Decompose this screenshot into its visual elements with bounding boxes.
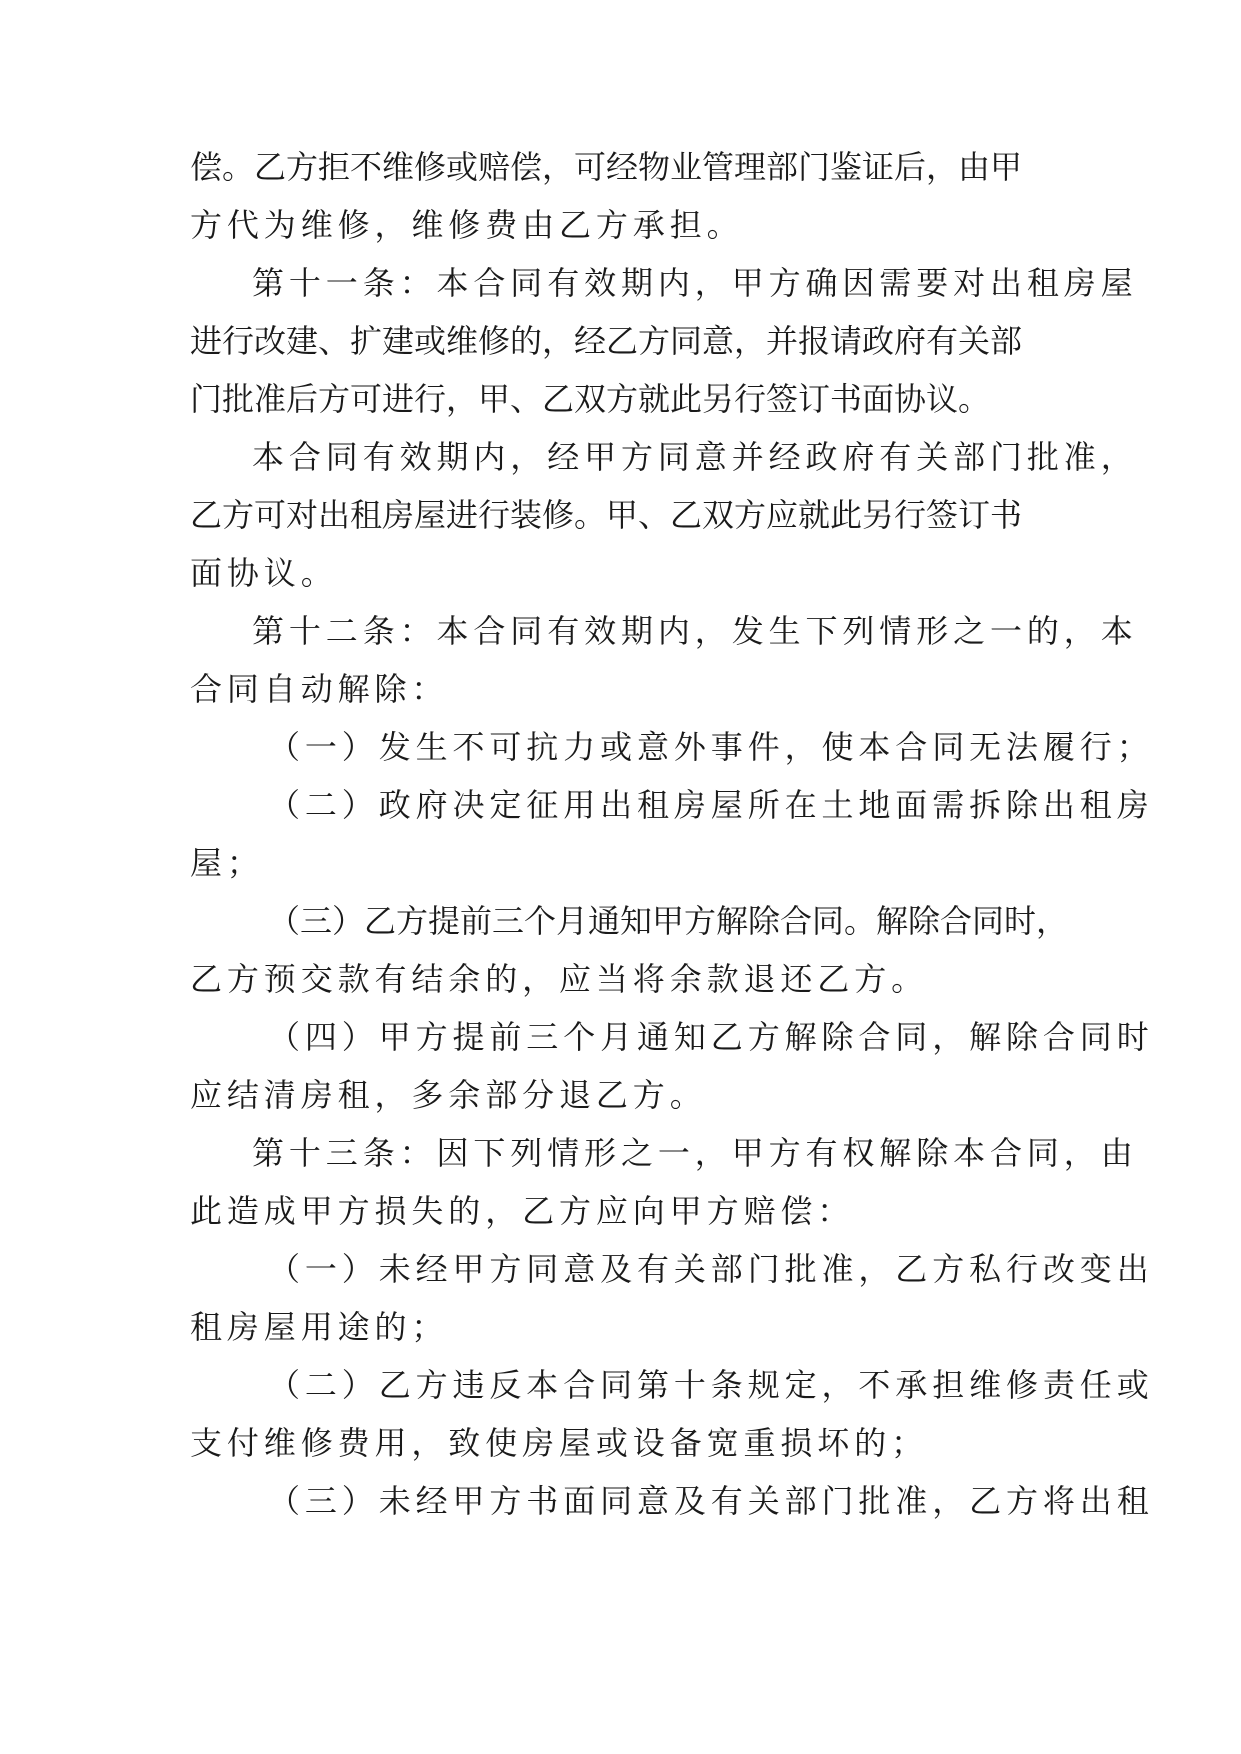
text-line: （三）未经甲方书面同意及有关部门批准，乙方将出租 — [268, 1482, 1154, 1520]
text-line: 第十二条：本合同有效期内，发生下列情形之一的，本 — [252, 612, 1138, 650]
text-line: 进行改建、扩建或维修的，经乙方同意，并报请政府有关部 — [190, 322, 1023, 360]
text-line: 此造成甲方损失的，乙方应向甲方赔偿： — [190, 1192, 855, 1230]
text-line: 偿。乙方拒不维修或赔偿，可经物业管理部门鉴证后，由甲 — [190, 148, 1023, 186]
text-line: 屋； — [190, 844, 264, 882]
text-line: 应结清房租，多余部分退乙方。 — [190, 1076, 707, 1114]
text-line: （二）乙方违反本合同第十条规定，不承担维修责任或 — [268, 1366, 1154, 1404]
text-line: 租房屋用途的； — [190, 1308, 449, 1346]
text-line: （一）未经甲方同意及有关部门批准，乙方私行改变出 — [268, 1250, 1154, 1288]
text-line: 支付维修费用，致使房屋或设备宽重损坏的； — [190, 1424, 929, 1462]
text-line: 合同自动解除： — [190, 670, 449, 708]
text-line: （二）政府决定征用出租房屋所在土地面需拆除出租房 — [268, 786, 1154, 824]
text-line: 门批准后方可进行，甲、乙双方就此另行签订书面协议。 — [190, 380, 991, 418]
text-line: 第十三条：因下列情形之一，甲方有权解除本合同，由 — [252, 1134, 1138, 1172]
text-line: 本合同有效期内，经甲方同意并经政府有关部门批准， — [252, 438, 1138, 476]
text-line: （三）乙方提前三个月通知甲方解除合同。解除合同时， — [268, 902, 1069, 940]
text-line: 方代为维修，维修费由乙方承担。 — [190, 206, 744, 244]
text-line: 面协议。 — [190, 554, 338, 592]
text-line: 乙方预交款有结余的，应当将余款退还乙方。 — [190, 960, 929, 998]
text-line: 第十一条：本合同有效期内，甲方确因需要对出租房屋 — [252, 264, 1138, 302]
text-line: （一）发生不可抗力或意外事件，使本合同无法履行； — [268, 728, 1154, 766]
text-line: 乙方可对出租房屋进行装修。甲、乙双方应就此另行签订书 — [190, 496, 1023, 534]
text-line: （四）甲方提前三个月通知乙方解除合同，解除合同时 — [268, 1018, 1154, 1056]
